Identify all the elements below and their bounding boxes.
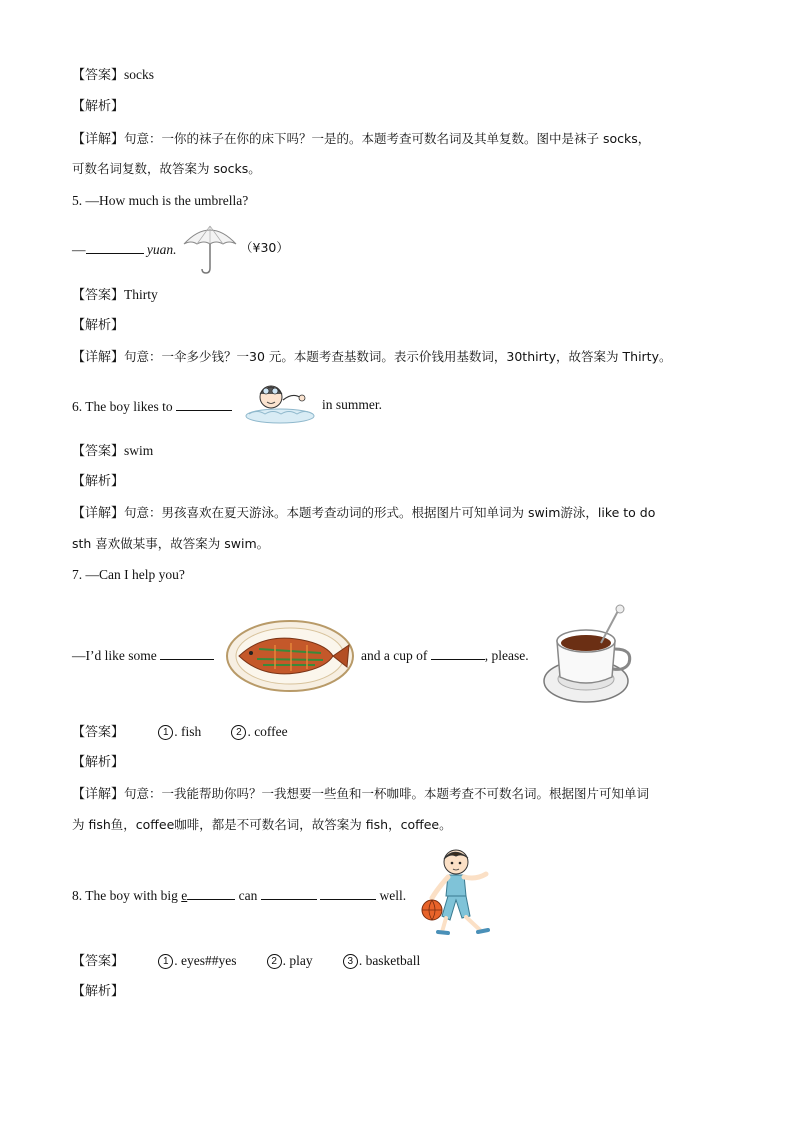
swimming-boy-icon <box>243 378 317 426</box>
q4-detail-line-2 <box>72 160 261 179</box>
q7-blank-2 <box>431 645 485 660</box>
q6-blank <box>176 396 232 411</box>
q5-yuan: yuan. <box>146 242 177 257</box>
q6-answer: swim <box>124 443 154 458</box>
q7-answer-2: 2 . coffee <box>231 723 287 741</box>
q7-answer-1: 1 . fish <box>158 723 201 741</box>
q5-dash: — <box>72 242 86 257</box>
detail-tag: 【详解】 <box>72 506 125 521</box>
q7-line-mid <box>361 645 529 665</box>
q8-question-pre: 8. The boy with big <box>72 888 178 903</box>
q4-detail-2: 可数名词复数，故答案为 socks。 <box>72 161 261 176</box>
q7-detail-1: 句意：一我能帮助你吗？一我想要一些鱼和一杯咖啡。本题考查不可数名词。根据图片可知单词 <box>124 786 650 801</box>
q8-letter: e <box>181 888 188 903</box>
q5-answer-line <box>72 239 177 259</box>
q4-detail-line-1 <box>72 130 650 149</box>
q8-blank-2 <box>261 885 317 900</box>
q8-blank-1 <box>187 885 235 900</box>
q8-blank-3 <box>320 885 376 900</box>
q7-detail-2: 为 fish鱼，coffee咖啡，都是不可数名词，故答案为 fish，coffee。 <box>72 817 452 832</box>
q5-answer-value: Thirty <box>124 287 158 302</box>
q7-line-pre-text: —I’d like some <box>72 648 157 663</box>
coffee-cup-icon <box>543 603 635 706</box>
q7-blank-1 <box>160 645 214 660</box>
basketball-boy-icon <box>418 844 496 940</box>
analysis-tag: 【解析】 <box>72 984 125 999</box>
analysis-tag: 【解析】 <box>72 318 125 333</box>
answer-tag: 【答案】 <box>72 444 125 459</box>
detail-tag: 【详解】 <box>72 350 125 365</box>
q7-question: 7. —Can I help you? <box>72 567 185 582</box>
detail-tag: 【详解】 <box>72 132 125 147</box>
q6-detail-line-1 <box>72 504 655 523</box>
answer-tag: 【答案】 <box>72 725 125 740</box>
q5-detail: 句意：一伞多少钱？一30 元。本题考查基数词。表示价钱用基数词，30thirty，故答案为 Thirty。 <box>124 349 672 364</box>
q6-question-pre: 6. The boy likes to <box>72 399 173 414</box>
detail-tag: 【详解】 <box>72 787 125 802</box>
q8-answer-2: 2 . play <box>267 952 313 970</box>
q4-answer-line <box>72 66 154 85</box>
q7-detail-line-1 <box>72 785 649 804</box>
analysis-tag: 【解析】 <box>72 99 125 114</box>
q5-detail-line <box>72 348 671 367</box>
answer-number-circle: 1 <box>158 725 173 740</box>
q8-can: can <box>238 888 258 903</box>
q5-blank <box>86 239 144 254</box>
answer-tag: 【答案】 <box>72 954 125 969</box>
q8-answer-1: 1 . eyes##yes <box>158 952 236 970</box>
answer-number-circle: 3 <box>343 954 358 969</box>
q4-answer: socks <box>124 67 155 82</box>
q5-analysis-line <box>72 317 124 335</box>
q5-price <box>240 239 289 258</box>
answer-number-circle: 2 <box>267 954 282 969</box>
q5-answer <box>72 286 158 305</box>
umbrella-icon <box>180 220 240 274</box>
q6-analysis-line <box>72 473 124 491</box>
q4-detail-1: 句意：一你的袜子在你的床下吗？一是的。本题考查可数名词及其单复数。图中是袜子 socks， <box>124 131 651 146</box>
answer-tag: 【答案】 <box>72 288 125 303</box>
q7-line-mid-text: and a cup of <box>361 648 428 663</box>
q6-detail-line-2 <box>72 535 269 554</box>
analysis-tag: 【解析】 <box>72 474 125 489</box>
q8-well: well. <box>379 888 407 903</box>
q8-answer-line <box>72 952 446 971</box>
answer-tag: 【答案】 <box>72 68 125 83</box>
q7-answer-line <box>72 723 314 742</box>
analysis-tag: 【解析】 <box>72 755 125 770</box>
q5-question: 5. —How much is the umbrella? <box>72 193 249 208</box>
q6-detail-2: sth 喜欢做某事，故答案为 swim。 <box>72 536 270 551</box>
q5-price-text: （¥30） <box>240 240 289 255</box>
q8-answer-3: 3 . basketball <box>343 952 420 970</box>
q7-line-pre <box>72 645 214 665</box>
q4-analysis-line <box>72 98 124 116</box>
answer-number-circle: 1 <box>158 954 173 969</box>
answer-number-circle: 2 <box>231 725 246 740</box>
q6-detail-1: 句意：男孩喜欢在夏天游泳。本题考查动词的形式。根据图片可知单词为 swim游泳，like to do <box>124 505 656 520</box>
q7-detail-line-2 <box>72 816 452 835</box>
q6-question-post: in summer. <box>322 397 382 412</box>
q6-question <box>72 396 232 416</box>
q6-answer-line <box>72 442 153 461</box>
q7-line-post-text: , please. <box>484 648 529 663</box>
fish-plate-icon <box>225 619 355 693</box>
q8-analysis-line <box>72 983 124 1001</box>
q7-analysis-line <box>72 754 124 772</box>
q8-question <box>72 885 406 905</box>
